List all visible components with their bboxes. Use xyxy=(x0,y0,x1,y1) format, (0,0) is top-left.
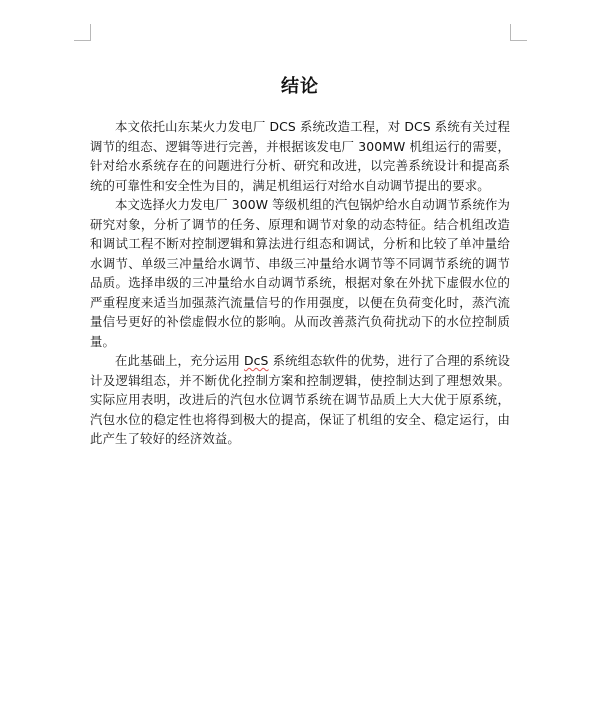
spellcheck-marked-word: DcS xyxy=(244,353,269,368)
page-title: 结论 xyxy=(281,76,319,97)
top-left-corner-mark xyxy=(74,24,91,41)
document-body xyxy=(90,117,510,449)
paragraph-3-text-before: 在此基础上，充分运用 xyxy=(115,353,244,368)
top-right-corner-mark xyxy=(510,24,527,41)
paragraph-2: 本文选择火力发电厂 300W 等级机组的汽包锅炉给水自动调节系统作为研究对象，分析了调节的任务、原理和调节对象的动态特征。结合机组改造和调试工程不断对控制逻辑和算法进行组态和调试，分析和比较了单冲量给水调节、单级三冲量给水调节、串级三冲量给水调节等不同调节系统的调节品质。选择串级的三冲量给水自动调节系统，根据对象在外扰下虚假水位的严重程度来适当加强蒸汽流量信号的作用强度，以便在负荷变化时，蒸汽流量信号更好的补偿虚假水位的影响。从而改善蒸汽负荷扰动下的水位控制质量。 xyxy=(90,197,510,349)
paragraph-3-text-after: 系统组态软件的优势，进行了合理的系统设计及逻辑组态，并不断优化控制方案和控制逻辑，使控制达到了理想效果。实际应用表明，改进后的汽包水位调节系统在调节品质上大大优于原系统，汽包水位的稳定性也将得到极大的提高，保证了机组的安全、稳定运行，由此产生了较好的经济效益。 xyxy=(90,353,510,446)
paragraph-1: 本文依托山东某火力发电厂 DCS 系统改造工程，对 DCS 系统有关过程调节的组态、逻辑等进行完善，并根据该发电厂 300MW 机组运行的需要，针对给水系统存在的问题进行分析、研究和改进，以完善系统设计和提高系统的可靠性和安全性为目的，满足机组运行对给水自动调节提出的要求。 xyxy=(90,119,510,193)
paragraph-3 xyxy=(90,351,510,449)
